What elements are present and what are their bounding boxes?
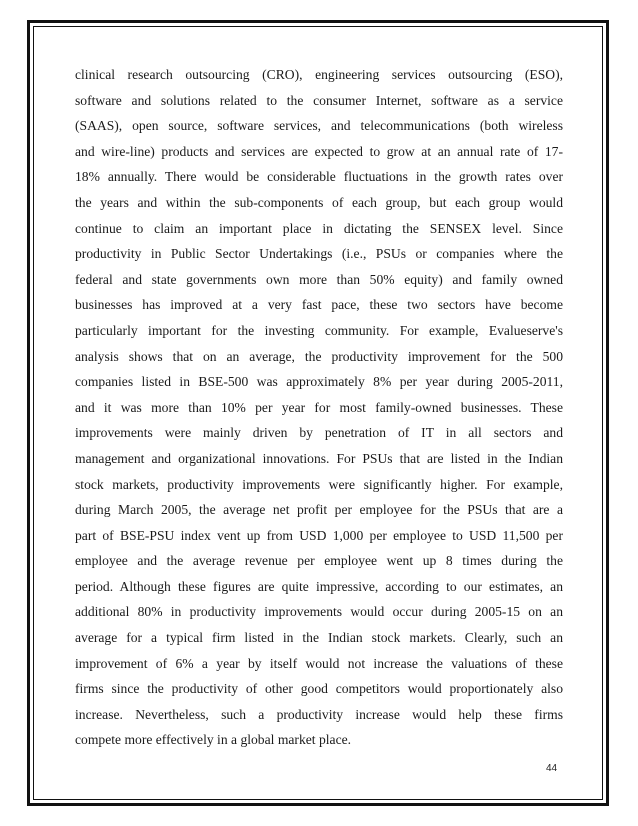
text-line: improvements were mainly driven by penetration of IT in all sectors and (75, 425, 563, 441)
text-line: companies listed in BSE-500 was approximately 8% per year during 2005-2011, (75, 374, 563, 390)
text-line: and it was more than 10% per year for most family-owned businesses. These (75, 399, 563, 415)
text-line: period. Although these figures are quite impressive, according to our estimates, an (75, 578, 563, 594)
body-paragraph (75, 62, 563, 753)
text-line: and wire-line) products and services are expected to grow at an annual rate of 17- (75, 143, 563, 159)
text-line: (SAAS), open source, software services, and telecommunications (both wireless (75, 118, 563, 134)
text-line-last: compete more effectively in a global market place. (75, 732, 352, 748)
text-line: the years and within the sub-components of each group, but each group would (75, 194, 563, 210)
text-line: firms since the productivity of other good competitors would proportionately also (75, 681, 563, 697)
text-line: software and solutions related to the consumer Internet, software as a service (75, 92, 563, 108)
text-line: during March 2005, the average net profit per employee for the PSUs that are a (75, 502, 563, 518)
text-line: increase. Nevertheless, such a productivity increase would help these firms (75, 706, 563, 722)
text-line: stock markets, productivity improvements were significantly higher. For example, (75, 476, 563, 492)
page-number: 44 (546, 763, 558, 774)
text-line: improvement of 6% a year by itself would not increase the valuations of these (75, 655, 563, 671)
text-line: analysis shows that on an average, the productivity improvement for the 500 (75, 348, 563, 364)
text-line: clinical research outsourcing (CRO), engineering services outsourcing (ESO), (75, 67, 563, 82)
text-line: 18% annually. There would be considerable fluctuations in the growth rates over (75, 169, 563, 185)
text-line: average for a typical firm listed in the Indian stock markets. Clearly, such an (75, 630, 563, 646)
text-line: federal and state governments own more than 50% equity) and family owned (75, 271, 563, 287)
text-line: management and organizational innovations. For PSUs that are listed in the Indian (75, 450, 563, 466)
text-line: additional 80% in productivity improvements would occur during 2005-15 on an (75, 604, 563, 620)
text-line: particularly important for the investing community. For example, Evalueserve's (75, 322, 563, 338)
text-line: part of BSE-PSU index vent up from USD 1,000 per employee to USD 11,500 per (75, 527, 563, 543)
text-line: productivity in Public Sector Undertakings (i.e., PSUs or companies where the (75, 246, 563, 262)
text-line: employee and the average revenue per employee went up 8 times during the (75, 553, 563, 569)
text-line: continue to claim an important place in dictating the SENSEX level. Since (75, 220, 563, 236)
text-line: businesses has improved at a very fast pace, these two sectors have become (75, 297, 563, 313)
